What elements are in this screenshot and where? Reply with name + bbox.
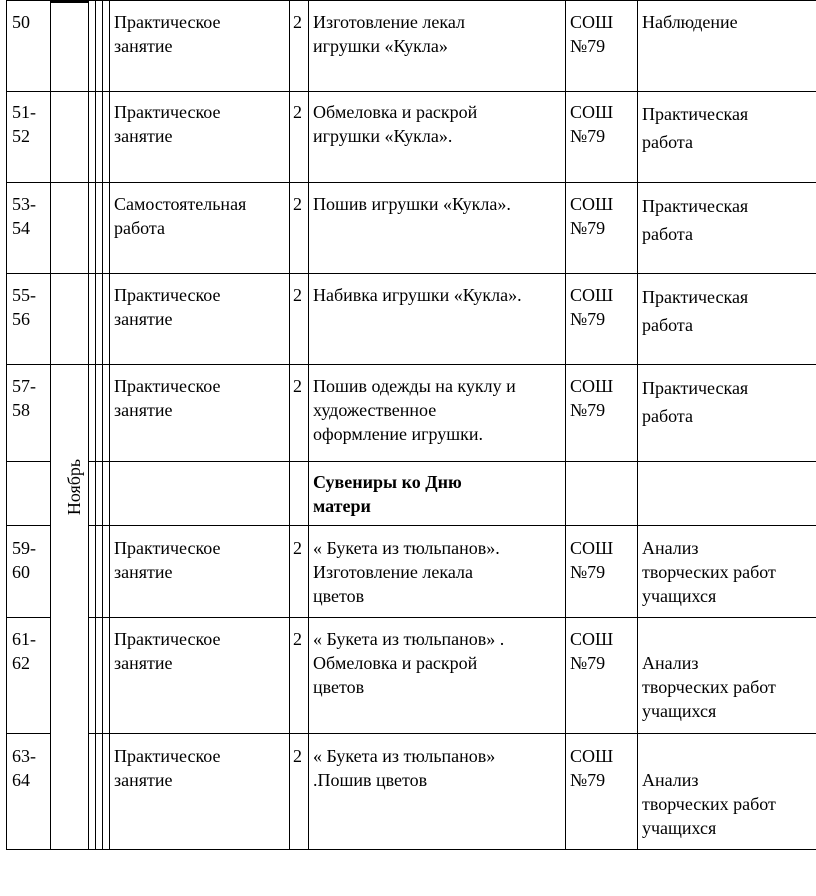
- column-border: [88, 0, 89, 850]
- lesson-number: 50: [12, 12, 30, 32]
- column-border: [6, 0, 7, 850]
- lesson-number: 63- 64: [12, 746, 36, 790]
- lesson-type: Практическое занятие: [114, 746, 221, 790]
- lesson-control: Наблюдение: [642, 12, 738, 32]
- lesson-type: Практическое занятие: [114, 538, 221, 582]
- row-border: [6, 0, 816, 1]
- lesson-topic: Набивка игрушки «Кукла».: [313, 285, 522, 305]
- lesson-hours: 2: [293, 102, 302, 122]
- row-border: [6, 849, 816, 850]
- row-border: [88, 733, 816, 734]
- lesson-type: Практическое занятие: [114, 629, 221, 673]
- lesson-control: Анализ творческих работ учащихся: [642, 770, 776, 838]
- schedule-table: [6, 0, 816, 851]
- lesson-number: 55- 56: [12, 285, 36, 329]
- lesson-hours: 2: [293, 629, 302, 649]
- lesson-hours: 2: [293, 746, 302, 766]
- column-border: [289, 0, 290, 850]
- row-border: [88, 525, 816, 526]
- row-border: [6, 91, 816, 92]
- lesson-place: СОШ №79: [570, 12, 614, 56]
- lesson-type: Практическое занятие: [114, 12, 221, 56]
- lesson-number: 61- 62: [12, 629, 36, 673]
- lesson-type: Самостоятельная работа: [114, 194, 247, 238]
- lesson-type: Практическое занятие: [114, 102, 221, 146]
- lesson-topic: « Букета из тюльпанов» . Обмеловка и раскрой цветов: [313, 629, 505, 697]
- lesson-control: Анализ творческих работ учащихся: [642, 653, 776, 721]
- lesson-topic: « Букета из тюльпанов» .Пошив цветов: [313, 746, 496, 790]
- row-border: [6, 525, 50, 526]
- lesson-place: СОШ №79: [570, 629, 614, 673]
- section-heading: Сувениры ко Дню матери: [313, 472, 462, 516]
- month-header-edge: [50, 0, 88, 3]
- lesson-topic: « Букета из тюльпанов». Изготовление лекала цветов: [313, 538, 500, 606]
- lesson-type: Практическое занятие: [114, 285, 221, 329]
- row-border: [6, 273, 816, 274]
- row-border: [6, 733, 50, 734]
- column-border: [95, 0, 96, 850]
- lesson-place: СОШ №79: [570, 538, 614, 582]
- lesson-topic: Пошив игрушки «Кукла».: [313, 194, 511, 214]
- lesson-number: 59- 60: [12, 538, 36, 582]
- lesson-control: Практическая работа: [642, 287, 749, 335]
- lesson-control: Практическая работа: [642, 378, 749, 426]
- row-border: [6, 182, 816, 183]
- row-border: [6, 617, 50, 618]
- lesson-topic: Изготовление лекал игрушки «Кукла»: [313, 12, 465, 56]
- row-border: [6, 364, 816, 365]
- lesson-control: Анализ творческих работ учащихся: [642, 538, 776, 606]
- lesson-place: СОШ №79: [570, 102, 614, 146]
- lesson-place: СОШ №79: [570, 376, 614, 420]
- lesson-hours: 2: [293, 194, 302, 214]
- lesson-hours: 2: [293, 538, 302, 558]
- lesson-control: Практическая работа: [642, 104, 749, 152]
- column-border: [637, 0, 638, 850]
- lesson-hours: 2: [293, 376, 302, 396]
- lesson-number: 53- 54: [12, 194, 36, 238]
- row-border: [88, 617, 816, 618]
- lesson-topic: Обмеловка и раскрой игрушки «Кукла».: [313, 102, 478, 146]
- lesson-place: СОШ №79: [570, 746, 614, 790]
- row-border: [6, 461, 50, 462]
- row-border: [88, 461, 816, 462]
- column-border: [50, 0, 51, 850]
- month-label: [62, 458, 86, 516]
- column-border: [102, 0, 103, 850]
- lesson-topic: Пошив одежды на куклу и художественное оформление игрушки.: [313, 376, 516, 444]
- lesson-hours: 2: [293, 12, 302, 32]
- month-text: Ноябрь: [64, 458, 84, 516]
- lesson-number: 57- 58: [12, 376, 36, 420]
- lesson-place: СОШ №79: [570, 194, 614, 238]
- lesson-hours: 2: [293, 285, 302, 305]
- column-border: [565, 0, 566, 850]
- lesson-control: Практическая работа: [642, 196, 749, 244]
- column-border: [308, 0, 309, 850]
- column-border: [109, 0, 110, 850]
- lesson-place: СОШ №79: [570, 285, 614, 329]
- lesson-number: 51- 52: [12, 102, 36, 146]
- lesson-type: Практическое занятие: [114, 376, 221, 420]
